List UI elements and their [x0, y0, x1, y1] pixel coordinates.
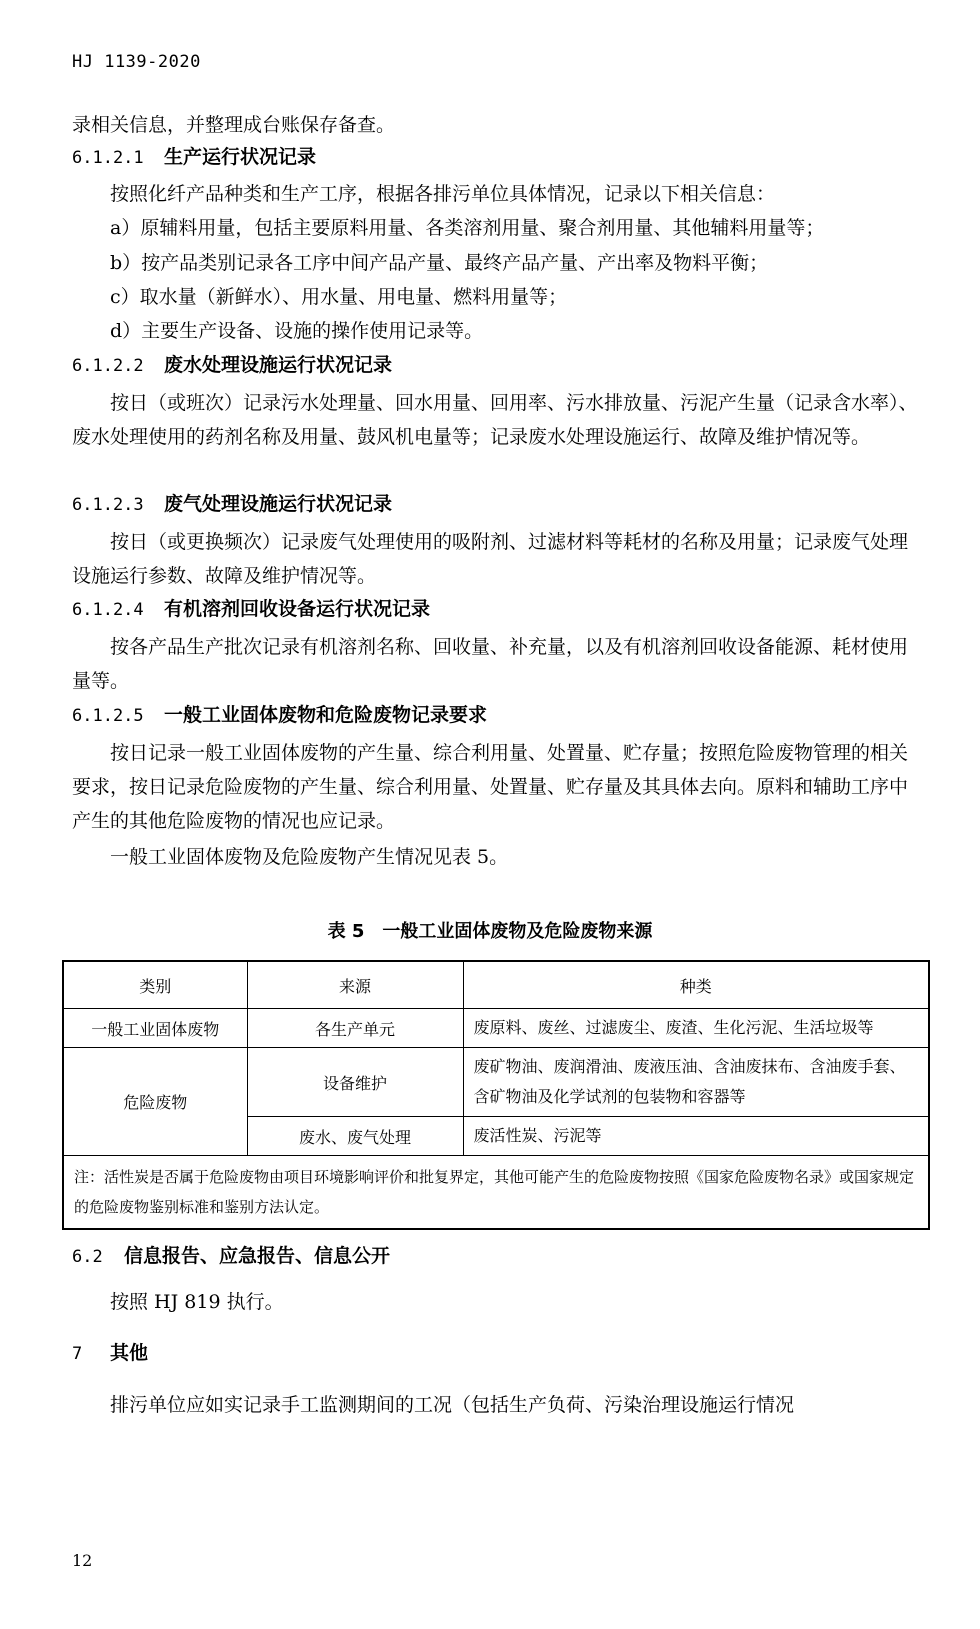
section-number: 7 [72, 1344, 83, 1364]
section-number: 6.1.2.1 [72, 148, 144, 168]
paragraph: 一般工业固体废物及危险废物产生情况见表 5。 [110, 846, 509, 868]
page-number: 12 [72, 1551, 93, 1570]
paragraph: 按日（或更换频次）记录废气处理使用的吸附剂、过滤材料等耗材的名称及用量；记录废气处理设施运行参数、故障及维护情况等。 [72, 531, 909, 587]
list-item-d: d）主要生产设备、设施的操作使用记录等。 [110, 320, 484, 342]
section-number: 6.1.2.2 [72, 356, 144, 376]
table-note-row [63, 1156, 929, 1230]
table-cell-source: 设备维护 [247, 1048, 463, 1117]
section-number: 6.2 [72, 1247, 103, 1267]
section-6-1-2-3-heading [72, 489, 392, 520]
paragraph: 按照 HJ 819 执行。 [110, 1291, 284, 1313]
table-cell-kind: 废活性炭、污泥等 [463, 1117, 929, 1156]
continued-paragraph: 录相关信息，并整理成台账保存备查。 [72, 114, 396, 136]
column-header-source: 来源 [247, 961, 463, 1009]
section-6-2-heading [72, 1241, 390, 1272]
column-header-kind: 种类 [463, 961, 929, 1009]
section-number: 6.1.2.3 [72, 495, 144, 515]
table-cell-source: 废水、废气处理 [247, 1117, 463, 1156]
section-title: 其他 [110, 1342, 149, 1364]
column-header-category: 类别 [63, 961, 247, 1009]
list-item-b: b）按产品类别记录各工序中间产品产量、最终产品产量、产出率及物料平衡； [110, 252, 769, 274]
section-6-1-2-2-heading [72, 350, 392, 381]
section-title: 有机溶剂回收设备运行状况记录 [164, 598, 431, 620]
section-title: 废气处理设施运行状况记录 [164, 493, 393, 515]
section-6-1-2-1-heading [72, 142, 316, 173]
section-number: 6.1.2.5 [72, 706, 144, 726]
standard-code-header: HJ 1139-2020 [72, 52, 201, 72]
section-title: 废水处理设施运行状况记录 [164, 354, 393, 376]
table-caption: 表 5 一般工业固体废物及危险废物来源 [327, 921, 653, 942]
section-title: 一般工业固体废物和危险废物记录要求 [164, 704, 488, 726]
list-item-c: c）取水量（新鲜水）、用水量、用电量、燃料用量等； [110, 286, 568, 308]
section-number: 6.1.2.4 [72, 600, 144, 620]
section-7-heading [72, 1338, 148, 1369]
section-6-1-2-5-heading [72, 700, 487, 731]
section-title: 信息报告、应急报告、信息公开 [124, 1245, 391, 1267]
table-cell-kind: 废矿物油、废润滑油、废液压油、含油废抹布、含油废手套、含矿物油及化学试剂的包装物和容器等 [463, 1048, 929, 1117]
table-row [63, 1009, 929, 1048]
section-title: 生产运行状况记录 [164, 146, 317, 168]
paragraph: 按照化纤产品种类和生产工序，根据各排污单位具体情况，记录以下相关信息： [110, 183, 776, 205]
paragraph: 排污单位应如实记录手工监测期间的工况（包括生产负荷、污染治理设施运行情况 [110, 1394, 795, 1416]
table-note: 注：活性炭是否属于危险废物由项目环境影响评价和批复界定，其他可能产生的危险废物按照《国家危险废物名录》或国家规定的危险废物鉴别标准和鉴别方法认定。 [63, 1156, 929, 1230]
table-cell-category: 一般工业固体废物 [63, 1009, 247, 1048]
table-row [63, 1048, 929, 1117]
waste-source-table [62, 960, 930, 1230]
paragraph: 按日（或班次）记录污水处理量、回水用量、回用率、污水排放量、污泥产生量（记录含水率）、废水处理使用的药剂名称及用量、鼓风机电量等；记录废水处理设施运行、故障及维护情况等。 [72, 392, 918, 448]
table-header-row [63, 961, 929, 1009]
table-cell-category: 危险废物 [63, 1048, 247, 1156]
section-6-1-2-4-heading [72, 594, 430, 625]
table-cell-kind: 废原料、废丝、过滤废尘、废渣、生化污泥、生活垃圾等 [463, 1009, 929, 1048]
list-item-a: a）原辅料用量，包括主要原料用量、各类溶剂用量、聚合剂用量、其他辅料用量等； [110, 217, 825, 239]
table-cell-source: 各生产单元 [247, 1009, 463, 1048]
paragraph: 按各产品生产批次记录有机溶剂名称、回收量、补充量，以及有机溶剂回收设备能源、耗材使用量等。 [72, 636, 909, 692]
paragraph: 按日记录一般工业固体废物的产生量、综合利用量、处置量、贮存量；按照危险废物管理的相关要求，按日记录危险废物的产生量、综合利用量、处置量、贮存量及其具体去向。原料和辅助工序中产生的其他危险废物的情况也应记录。 [72, 742, 909, 832]
